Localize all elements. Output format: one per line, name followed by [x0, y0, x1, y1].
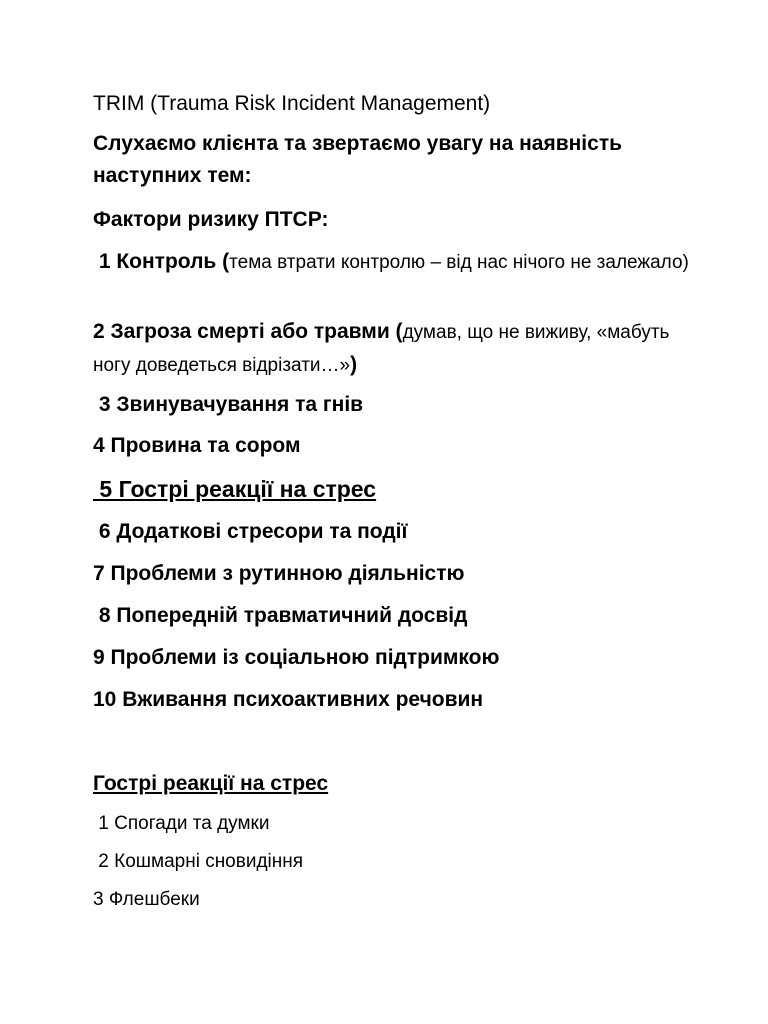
risk-factor-9: 9 Проблеми із соціальною підтримкою: [93, 646, 500, 669]
risk-factor-2-detail: думав, що не виживу, «мабуть ногу доведеться відрізати…»: [93, 322, 670, 376]
risk-factor-2: [93, 316, 693, 382]
stress-reactions-heading: Гострі реакції на стрес: [93, 772, 329, 795]
risk-factor-3: 3 Звинувачування та гнів: [93, 393, 364, 416]
stress-item-1: 1 Спогади та думки: [93, 813, 270, 834]
risk-factor-5: 5 Гострі реакції на стрес: [93, 476, 377, 502]
risk-factor-7: 7 Проблеми з рутинною діяльністю: [93, 562, 465, 585]
intro-text: Слухаємо клієнта та звертаємо увагу на наявність наступних тем:: [93, 132, 623, 187]
risk-factor-10: 10 Вживання психоактивних речовин: [93, 688, 484, 711]
risk-factors-heading: Фактори ризику ПТСР:: [93, 208, 329, 231]
stress-item-2: 2 Кошмарні сновидіння: [93, 851, 304, 872]
risk-factor-1: [93, 246, 693, 279]
risk-factor-2-close: ): [350, 353, 358, 376]
risk-factor-8: 8 Попередній травматичний досвід: [93, 604, 468, 627]
risk-factor-4: 4 Провина та сором: [93, 434, 301, 457]
stress-item-3: 3 Флешбеки: [93, 889, 200, 910]
document-title: TRIM (Trauma Risk Incident Management): [93, 92, 491, 115]
risk-factor-2-label: 2 Загроза смерті або травми (: [93, 320, 403, 343]
risk-factor-1-label: 1 Контроль (: [93, 250, 230, 273]
risk-factor-6: 6 Додаткові стресори та події: [93, 520, 408, 543]
risk-factor-1-detail: тема втрати контролю – від нас нічого не залежало): [229, 252, 689, 273]
